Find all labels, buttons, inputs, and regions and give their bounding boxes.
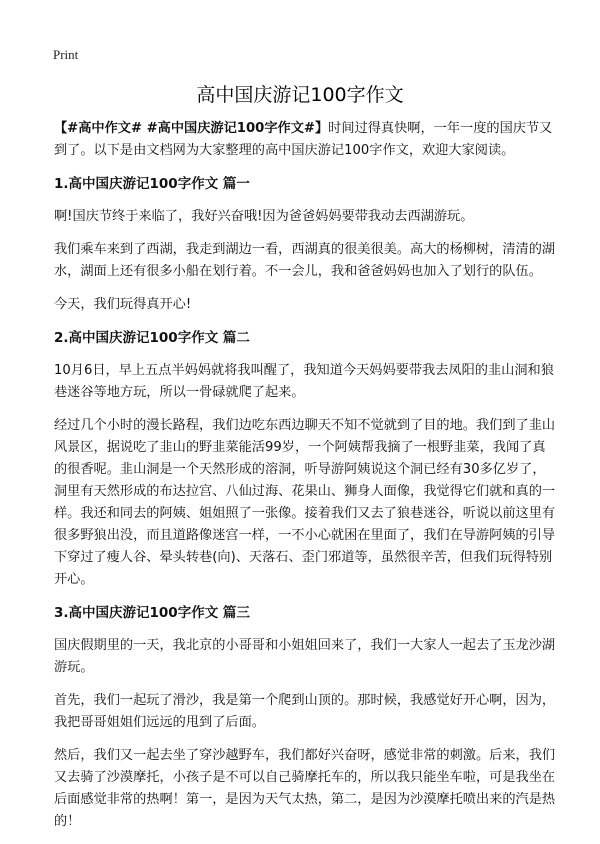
section-heading-2: 2.高中国庆游记100字作文 篇二 <box>54 330 250 346</box>
paragraph: 今天，我们玩得真开心! <box>54 297 192 312</box>
print-label: Print <box>53 47 79 62</box>
paragraph: 首先，我们一起玩了滑沙，我是第一个爬到山顶的。那时候，我感觉好开心啊，因为，我把哥哥姐姐们远远的甩到了后面。 <box>54 693 556 730</box>
intro-paragraph <box>54 118 558 162</box>
paragraph: 10月6日，早上五点半妈妈就将我叫醒了，我知道今天妈妈要带我去凤阳的韭山洞和狼巷迷谷等地方玩，所以一骨碌就爬了起来。 <box>54 363 554 400</box>
intro-text: 时间过得真快啊，一年一度的国庆节又到了。以下是由文档网为大家整理的高中国庆游记100字作文，欢迎大家阅读。 <box>54 121 553 158</box>
intro-tag: 【#高中作文# #高中国庆游记100字作文#】 <box>54 121 329 136</box>
paragraph: 国庆假期里的一天，我北京的小哥哥和小姐姐回来了，我们一大家人一起去了玉龙沙湖游玩。 <box>54 638 556 675</box>
paragraph: 经过几个小时的漫长路程，我们边吃东西边聊天不知不觉就到了目的地。我们到了韭山风景区，据说吃了韭山的野韭菜能活99岁，一个阿姨帮我摘了一根野韭菜，我闻了真的很香呢。韭山洞是一个天然形成的溶洞，听导游阿姨说这个洞已经有30多亿岁了，洞里有天然形成的布达拉宫、八仙过海、花果山、狮身人面像，我觉得它们就和真的一样。我还和同去的阿姨、姐姐照了一张像。接着我们又去了狼巷迷谷，听说以前这里有很多野狼出没，而且道路像迷宫一样，一不小心就困在里面了，我们在导游阿姨的引导下穿过了瘦人谷、晕头转巷(向)、天落石、歪门邪道等，虽然很辛苦，但我们玩得特别开心。 <box>54 418 556 587</box>
paragraph: 然后，我们又一起去坐了穿沙越野车，我们都好兴奋呀，感觉非常的刺激。后来，我们又去骑了沙漠摩托，小孩子是不可以自己骑摩托车的，所以我只能坐车啦，可是我坐在后面感觉非常的热啊！第一，是因为天气太热，第二，是因为沙漠摩托喷出来的汽是热的！ <box>54 748 556 829</box>
paragraph: 我们乘车来到了西湖，我走到湖边一看，西湖真的很美很美。高大的杨柳树，清清的湖水，湖面上还有很多小船在划行着。不一会儿，我和爸爸妈妈也加入了划行的队伍。 <box>54 242 556 279</box>
page-title: 高中国庆游记100字作文 <box>196 84 404 106</box>
section-heading-1: 1.高中国庆游记100字作文 篇一 <box>54 176 250 192</box>
article-body <box>54 118 558 844</box>
paragraph: 啊!国庆节终于来临了，我好兴奋哦!因为爸爸妈妈要带我动去西湖游玩。 <box>54 209 474 224</box>
section-heading-3: 3.高中国庆游记100字作文 篇三 <box>54 605 250 621</box>
